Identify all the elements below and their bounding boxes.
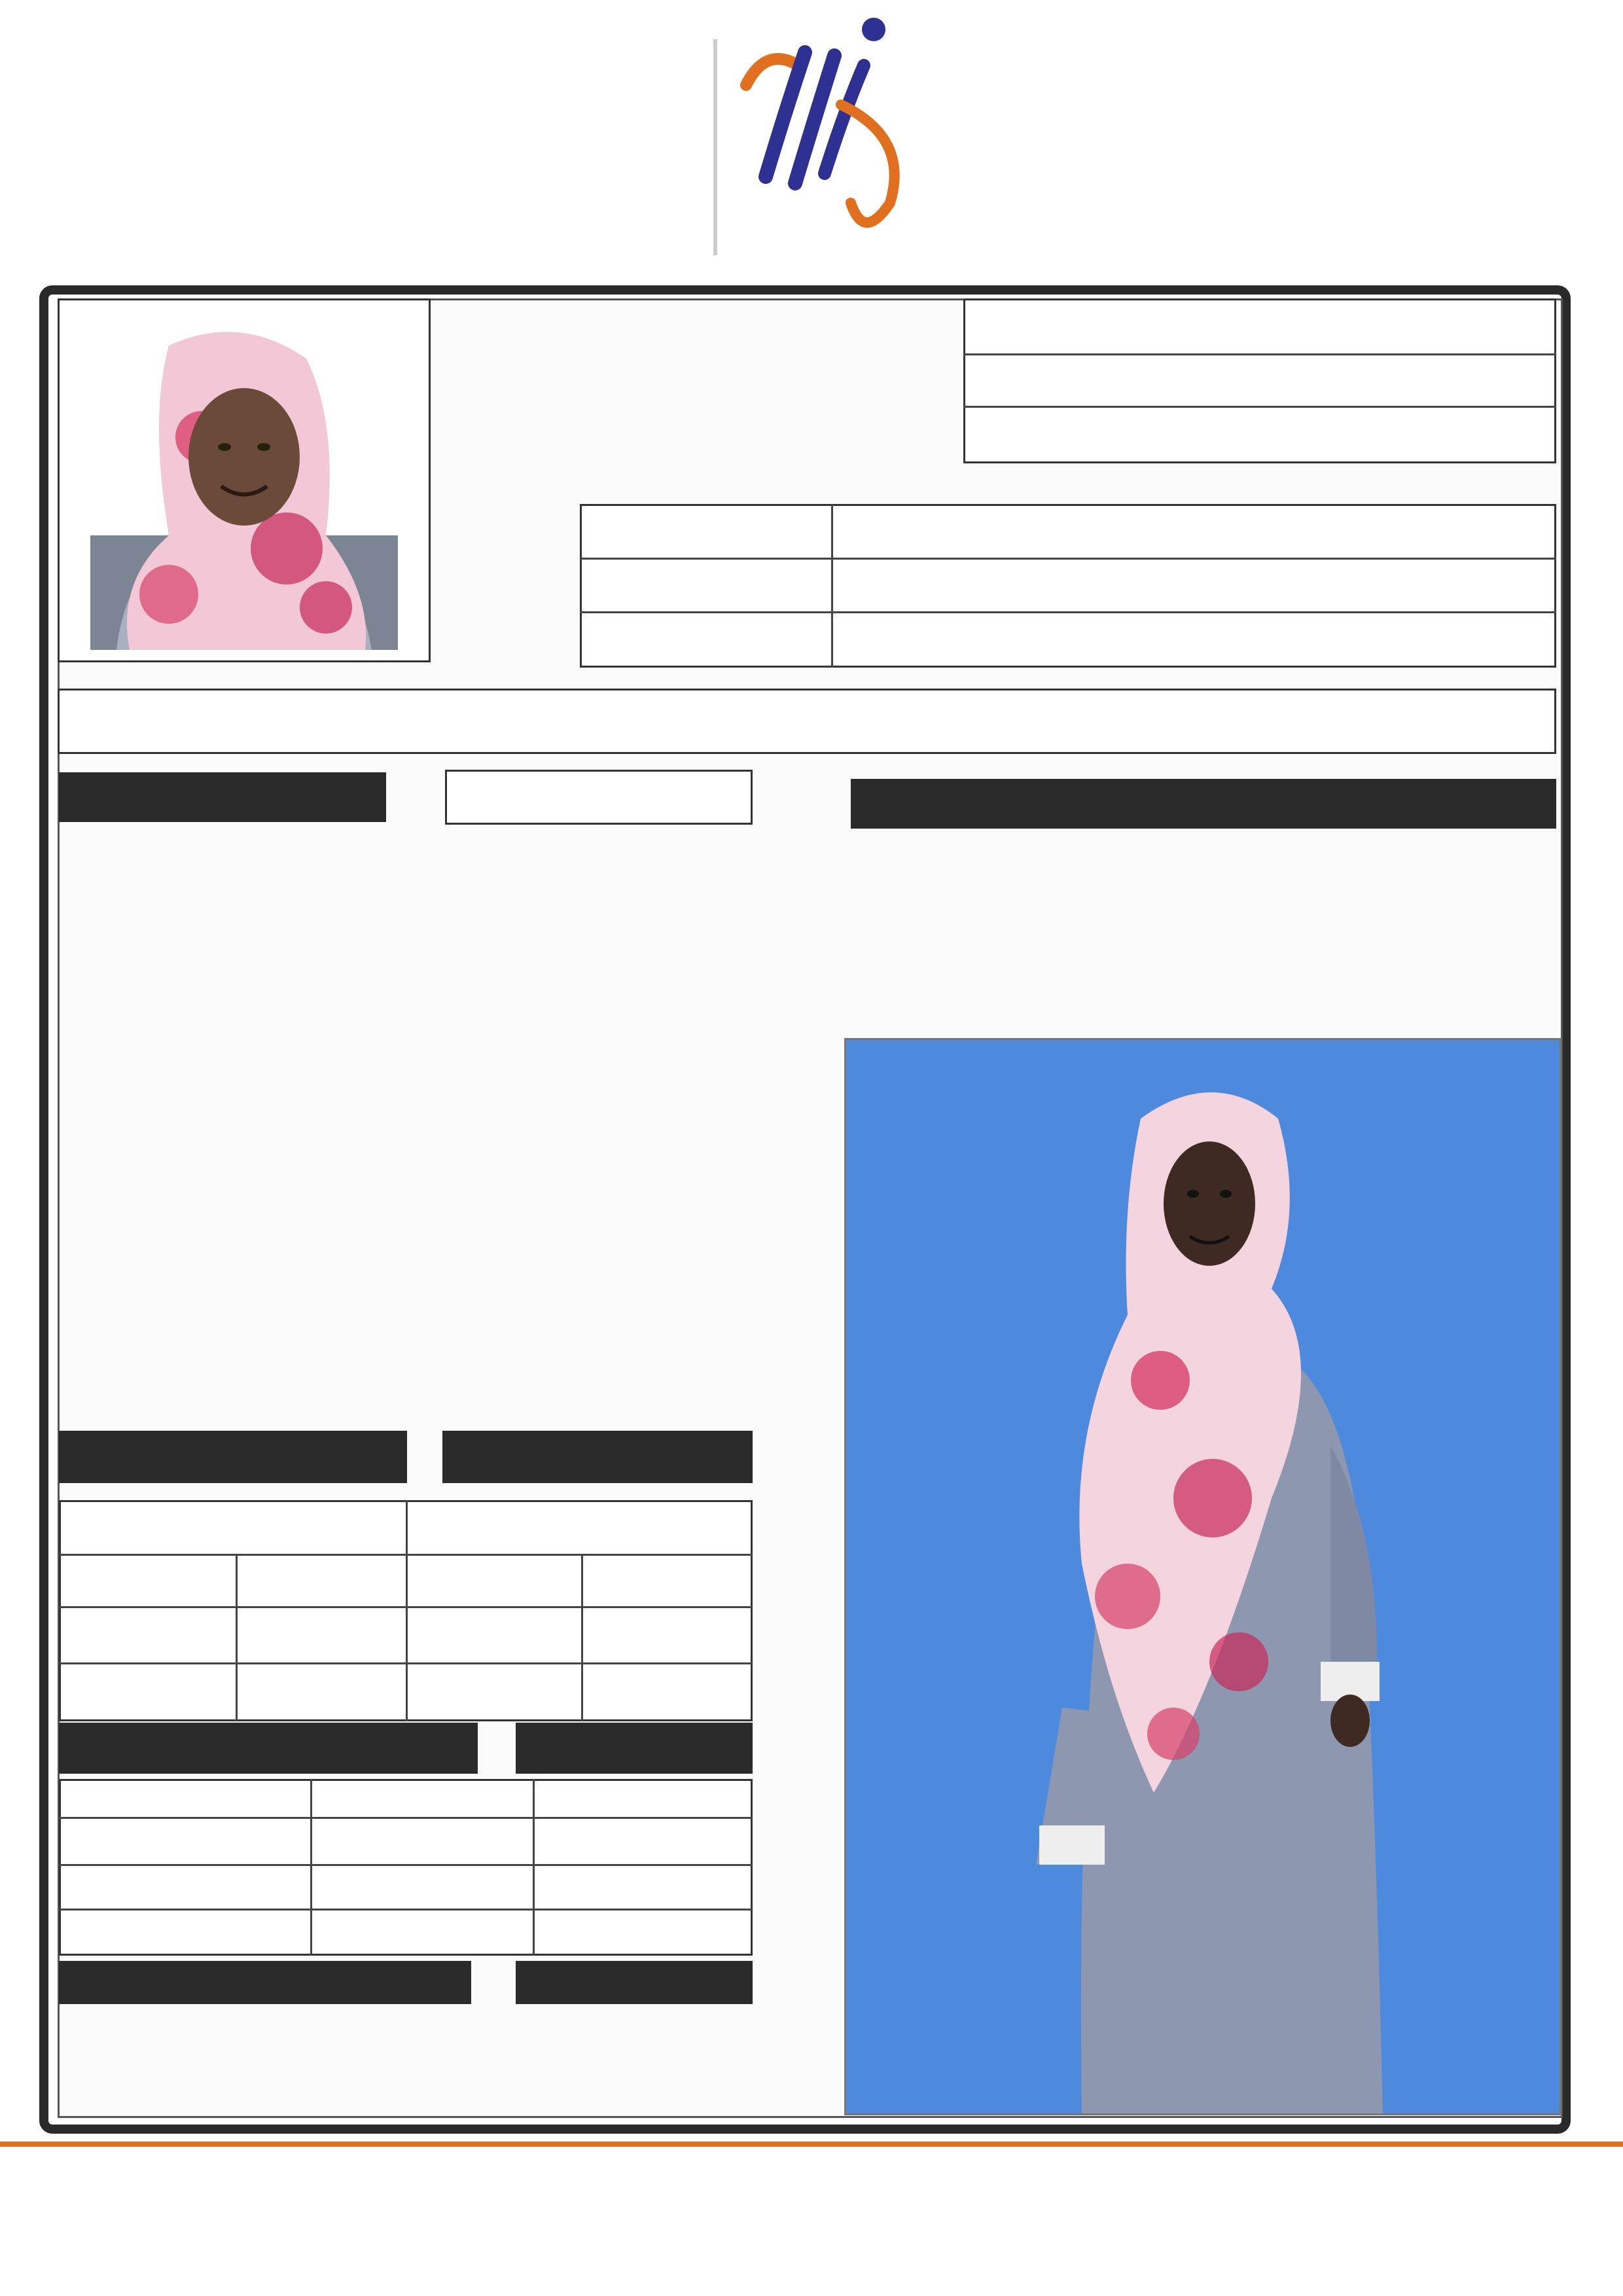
divider (236, 1554, 238, 1721)
applicant-fullbody-photo (844, 1038, 1561, 2115)
post-box (580, 504, 1556, 668)
overseas-heading-en (59, 1723, 478, 1774)
logo-icon (726, 7, 923, 255)
divider (581, 1554, 583, 1721)
divider (59, 1554, 753, 1556)
applicant-heading-ar-box (445, 770, 753, 825)
header-divider (713, 39, 717, 255)
divider (580, 558, 1556, 560)
applicant-portrait-photo (90, 319, 398, 650)
divider (310, 1779, 312, 1956)
overseas-heading-ar (516, 1723, 753, 1774)
languages-heading-ar (442, 1431, 753, 1483)
divider (59, 1817, 753, 1819)
divider (831, 504, 833, 668)
applicant-heading-en (59, 772, 386, 822)
divider (533, 1779, 535, 1956)
passport-heading (851, 779, 1556, 829)
languages-heading-en (59, 1431, 407, 1483)
reference-box (963, 298, 1556, 463)
divider (59, 1864, 753, 1866)
divider (580, 611, 1556, 613)
divider (59, 1662, 753, 1664)
name-row (58, 689, 1556, 754)
divider (406, 1500, 408, 1721)
footer-rule (0, 2142, 1623, 2147)
divider (59, 1606, 753, 1608)
work-heading-ar (516, 1961, 753, 2004)
overseas-table (59, 1779, 753, 1956)
divider (59, 1909, 753, 1910)
work-heading-en (59, 1961, 471, 2004)
divider (963, 406, 1556, 408)
divider (963, 353, 1556, 355)
